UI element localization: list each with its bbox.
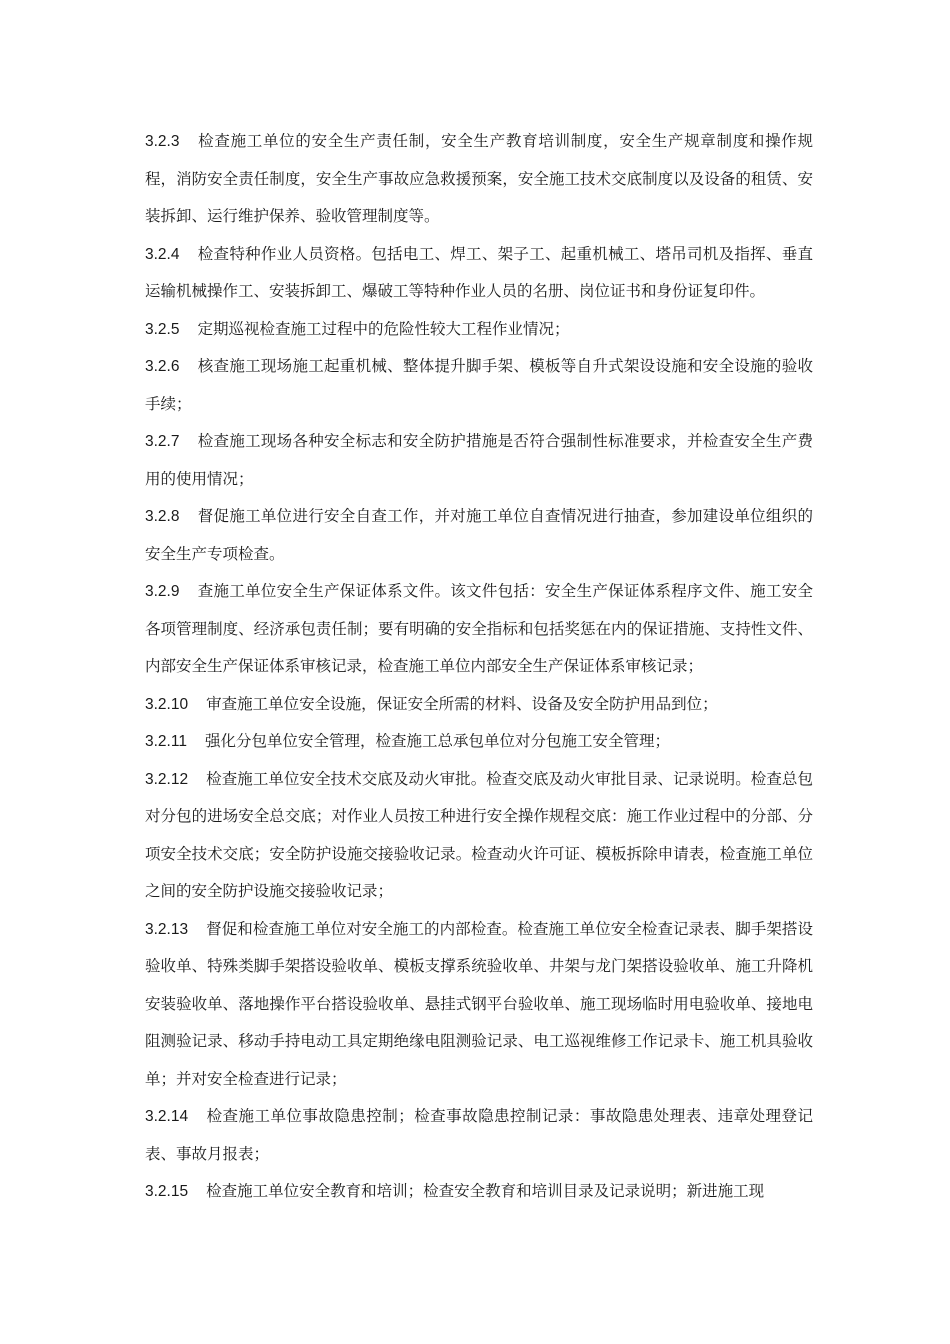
clause-text: 检查施工单位安全技术交底及动火审批。检查交底及动火审批目录、记录说明。检查总包对分包的进场安全总交底；对作业人员按工种进行安全操作规程交底：施工作业过程中的分部、分项安全技术交底；安全防护设施交接验收记录。检查动火许可证、模板拆除申请表，检查施工单位之间的安全防护设施交接验收记录； [145, 769, 813, 900]
clause-text: 查施工单位安全生产保证体系文件。该文件包括：安全生产保证体系程序文件、施工安全各项管理制度、经济承包责任制；要有明确的安全指标和包括奖惩在内的保证措施、支持性文件、内部安全生产保证体系审核记录，检查施工单位内部安全生产保证体系审核记录； [145, 582, 813, 675]
clause-number: 3.2.11 [145, 733, 187, 750]
clause-3-2-4 [145, 236, 813, 311]
clause-number: 3.2.13 [145, 920, 189, 938]
clause-3-2-7 [145, 423, 813, 498]
clause-text: 督促施工单位进行安全自查工作，并对施工单位自查情况进行抽查，参加建设单位组织的安全生产专项检查。 [145, 507, 813, 563]
document-body [145, 123, 813, 1211]
clause-text: 强化分包单位安全管理，检查施工总承包单位对分包施工安全管理； [204, 732, 670, 750]
clause-text: 检查施工单位安全教育和培训；检查安全教育和培训目录及记录说明；新进施工现 [206, 1182, 765, 1200]
clause-text: 检查施工单位的安全生产责任制，安全生产教育培训制度，安全生产规章制度和操作规程，消防安全责任制度，安全生产事故应急救援预案，安全施工技术交底制度以及设备的租赁、安装拆卸、运行维护保养、验收管理制度等。 [145, 132, 813, 225]
clause-3-2-6 [145, 348, 813, 423]
clause-text: 审查施工单位安全设施，保证安全所需的材料、设备及安全防护用品到位； [206, 694, 718, 713]
clause-3-2-13 [145, 911, 813, 1099]
clause-number: 3.2.9 [145, 583, 180, 600]
clause-3-2-8 [145, 498, 813, 573]
clause-number: 3.2.10 [145, 695, 189, 713]
clause-number: 3.2.6 [145, 358, 180, 375]
clause-number: 3.2.12 [145, 770, 189, 788]
clause-text: 定期巡视检查施工过程中的危险性较大工程作业情况； [197, 319, 570, 338]
clause-3-2-5 [145, 311, 813, 349]
clause-number: 3.2.3 [145, 133, 180, 150]
clause-3-2-14 [145, 1098, 813, 1173]
clause-text: 核查施工现场施工起重机械、整体提升脚手架、模板等自升式架设设施和安全设施的验收手续； [145, 357, 813, 413]
clause-3-2-11 [145, 723, 813, 761]
clause-number: 3.2.7 [145, 433, 180, 450]
clause-number: 3.2.4 [145, 245, 180, 263]
clause-3-2-15 [145, 1173, 813, 1211]
clause-text: 检查特种作业人员资格。包括电工、焊工、架子工、起重机械工、塔吊司机及指挥、垂直运输机械操作工、安装拆卸工、爆破工等特种作业人员的名册、岗位证书和身份证复印件。 [145, 244, 813, 300]
clause-number: 3.2.5 [145, 320, 180, 338]
clause-3-2-10 [145, 686, 813, 724]
clause-text: 检查施工单位事故隐患控制；检查事故隐患控制记录：事故隐患处理表、违章处理登记表、事故月报表； [145, 1107, 813, 1163]
clause-3-2-12 [145, 761, 813, 911]
clause-text: 督促和检查施工单位对安全施工的内部检查。检查施工单位安全检查记录表、脚手架搭设验收单、特殊类脚手架搭设验收单、模板支撑系统验收单、井架与龙门架搭设验收单、施工升降机安装验收单、落地操作平台搭设验收单、悬挂式钢平台验收单、施工现场临时用电验收单、接地电阻测验记录、移动手持电动工具定期绝缘电阻测验记录、电工巡视维修工作记录卡、施工机具验收单；并对安全检查进行记录； [145, 919, 813, 1088]
clause-number: 3.2.8 [145, 508, 180, 525]
clause-3-2-3 [145, 123, 813, 236]
clause-number: 3.2.15 [145, 1183, 189, 1200]
clause-text: 检查施工现场各种安全标志和安全防护措施是否符合强制性标准要求，并检查安全生产费用的使用情况； [145, 432, 813, 488]
clause-3-2-9 [145, 573, 813, 686]
clause-number: 3.2.14 [145, 1108, 189, 1125]
